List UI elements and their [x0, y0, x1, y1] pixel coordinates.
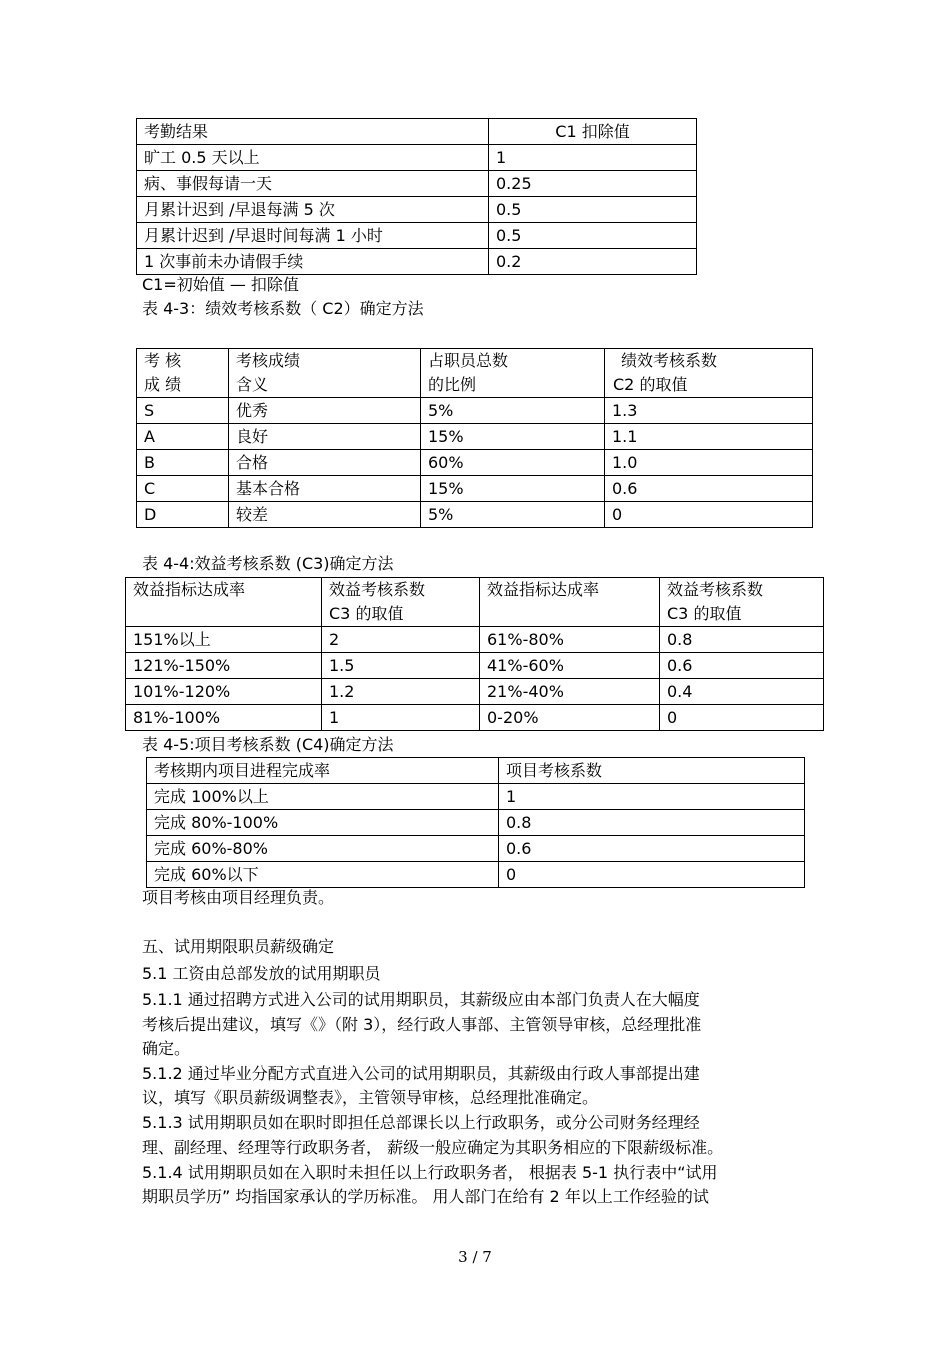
table-caption: 表 4-4:效益考核系数 (C3)确定方法 — [142, 554, 394, 573]
table-row — [126, 653, 824, 679]
table-row — [137, 145, 697, 171]
table-cell: 0 — [660, 705, 824, 731]
table-cell: 81%-100% — [126, 705, 322, 731]
table-header-row — [137, 119, 697, 145]
table-row — [137, 502, 813, 528]
table-cell: 1 — [499, 784, 805, 810]
table-header-cell: 占职员总数 的比例 — [421, 349, 605, 398]
table-cell: 1 — [489, 145, 697, 171]
paragraph-line: 5.1.4 试用期职员如在入职时未担任以上行政职务者， 根据表 5-1 执行表中“试用 — [142, 1163, 718, 1182]
table-cell: 1.1 — [605, 424, 813, 450]
performance-table — [136, 348, 813, 528]
table-row — [137, 223, 697, 249]
table-cell: 0.5 — [489, 197, 697, 223]
table-cell: 完成 80%-100% — [147, 810, 499, 836]
table-cell: 完成 60%以下 — [147, 862, 499, 888]
table-cell: 15% — [421, 476, 605, 502]
table-row — [137, 171, 697, 197]
table-row — [137, 424, 813, 450]
table-cell: 1 次事前未办请假手续 — [137, 249, 489, 275]
table-cell: 0.25 — [489, 171, 697, 197]
table-cell: 5% — [421, 502, 605, 528]
table-row — [147, 784, 805, 810]
table-row — [137, 450, 813, 476]
table-header-cell: 考核期内项目进程完成率 — [147, 758, 499, 784]
table-cell: 完成 100%以上 — [147, 784, 499, 810]
paragraph-line: 5.1 工资由总部发放的试用期职员 — [142, 964, 381, 983]
table-header-row — [126, 578, 824, 627]
table-row — [126, 627, 824, 653]
table-header-cell: 考勤结果 — [137, 119, 489, 145]
table-header-cell: 效益指标达成率 — [480, 578, 660, 627]
table-row — [126, 705, 824, 731]
table-cell: 月累计迟到 /早退每满 5 次 — [137, 197, 489, 223]
paragraph-line: 确定。 — [142, 1039, 191, 1058]
paragraph-line: 议，填写《职员薪级调整表》，主管领导审核，总经理批准确定。 — [142, 1088, 599, 1107]
table-cell: 完成 60%-80% — [147, 836, 499, 862]
table-header-cell: 效益指标达成率 — [126, 578, 322, 627]
table-caption: 表 4-5:项目考核系数 (C4)确定方法 — [142, 735, 394, 754]
table-header-cell: 项目考核系数 — [499, 758, 805, 784]
table-header-cell: C1 扣除值 — [489, 119, 697, 145]
table-cell: 0.6 — [660, 653, 824, 679]
table-header-cell: 绩效考核系数 C2 的取值 — [605, 349, 813, 398]
table-header-cell: 效益考核系数 C3 的取值 — [660, 578, 824, 627]
table-cell: 0.5 — [489, 223, 697, 249]
table-caption: 表 4-3：绩效考核系数（ C2）确定方法 — [142, 299, 424, 318]
table-cell: B — [137, 450, 229, 476]
table-cell: A — [137, 424, 229, 450]
table-cell: 月累计迟到 /早退时间每满 1 小时 — [137, 223, 489, 249]
table-cell: 60% — [421, 450, 605, 476]
table-cell: 0.6 — [605, 476, 813, 502]
attendance-table — [136, 118, 697, 275]
paragraph-line: 5.1.2 通过毕业分配方式直进入公司的试用期职员，其薪级由行政人事部提出建 — [142, 1064, 700, 1083]
page-number: 3 / 7 — [458, 1248, 492, 1266]
table-cell: 15% — [421, 424, 605, 450]
table-cell: 0.8 — [499, 810, 805, 836]
table-cell: 0.4 — [660, 679, 824, 705]
table-row — [147, 862, 805, 888]
table-row — [147, 810, 805, 836]
table-header-cell: 效益考核系数 C3 的取值 — [322, 578, 480, 627]
table-cell: 1.0 — [605, 450, 813, 476]
table-row — [137, 197, 697, 223]
table-cell: 1 — [322, 705, 480, 731]
paragraph-line: 5.1.1 通过招聘方式进入公司的试用期职员，其薪级应由本部门负责人在大幅度 — [142, 990, 700, 1009]
table-row — [137, 476, 813, 502]
table-cell: 1.2 — [322, 679, 480, 705]
table-cell: 121%-150% — [126, 653, 322, 679]
table-cell: S — [137, 398, 229, 424]
formula-note: C1=初始值 — 扣除值 — [142, 275, 299, 294]
table-cell: 合格 — [229, 450, 421, 476]
table-cell: 病、事假每请一天 — [137, 171, 489, 197]
table-row — [126, 679, 824, 705]
table-cell: 良好 — [229, 424, 421, 450]
table-cell: 5% — [421, 398, 605, 424]
table-cell: 0 — [499, 862, 805, 888]
table-cell: 2 — [322, 627, 480, 653]
table-cell: 41%-60% — [480, 653, 660, 679]
table-cell: 0.2 — [489, 249, 697, 275]
table-cell: 基本合格 — [229, 476, 421, 502]
table-row — [147, 836, 805, 862]
table-cell: 21%-40% — [480, 679, 660, 705]
table-row — [137, 249, 697, 275]
table-cell: 较差 — [229, 502, 421, 528]
table-cell: 0.6 — [499, 836, 805, 862]
table-header-cell: 考 核 成 绩 — [137, 349, 229, 398]
project-note: 项目考核由项目经理负责。 — [142, 888, 335, 907]
table-cell: 0 — [605, 502, 813, 528]
table-cell: 1.3 — [605, 398, 813, 424]
table-cell: 61%-80% — [480, 627, 660, 653]
table-row — [137, 398, 813, 424]
project-table — [146, 757, 805, 888]
table-cell: 151%以上 — [126, 627, 322, 653]
table-header-cell: 考核成绩 含义 — [229, 349, 421, 398]
table-cell: 1.5 — [322, 653, 480, 679]
paragraph-line: 考核后提出建议，填写《》（附 3），经行政人事部、主管领导审核，总经理批准 — [142, 1015, 702, 1034]
table-header-row — [137, 349, 813, 398]
table-header-row — [147, 758, 805, 784]
table-cell: 旷工 0.5 天以上 — [137, 145, 489, 171]
table-cell: 101%-120% — [126, 679, 322, 705]
paragraph-line: 理、副经理、经理等行政职务者， 薪级一般应确定为其职务相应的下限薪级标准。 — [142, 1138, 724, 1157]
paragraph-line: 5.1.3 试用期职员如在职时即担任总部课长以上行政职务，或分公司财务经理经 — [142, 1113, 700, 1132]
table-cell: 0.8 — [660, 627, 824, 653]
paragraph-line: 期职员学历” 均指国家承认的学历标准。 用人部门在给有 2 年以上工作经验的试 — [142, 1187, 709, 1206]
table-cell: 优秀 — [229, 398, 421, 424]
table-cell: C — [137, 476, 229, 502]
benefit-table — [125, 577, 824, 731]
table-cell: 0-20% — [480, 705, 660, 731]
table-cell: D — [137, 502, 229, 528]
section-heading: 五、试用期限职员薪级确定 — [142, 937, 335, 956]
